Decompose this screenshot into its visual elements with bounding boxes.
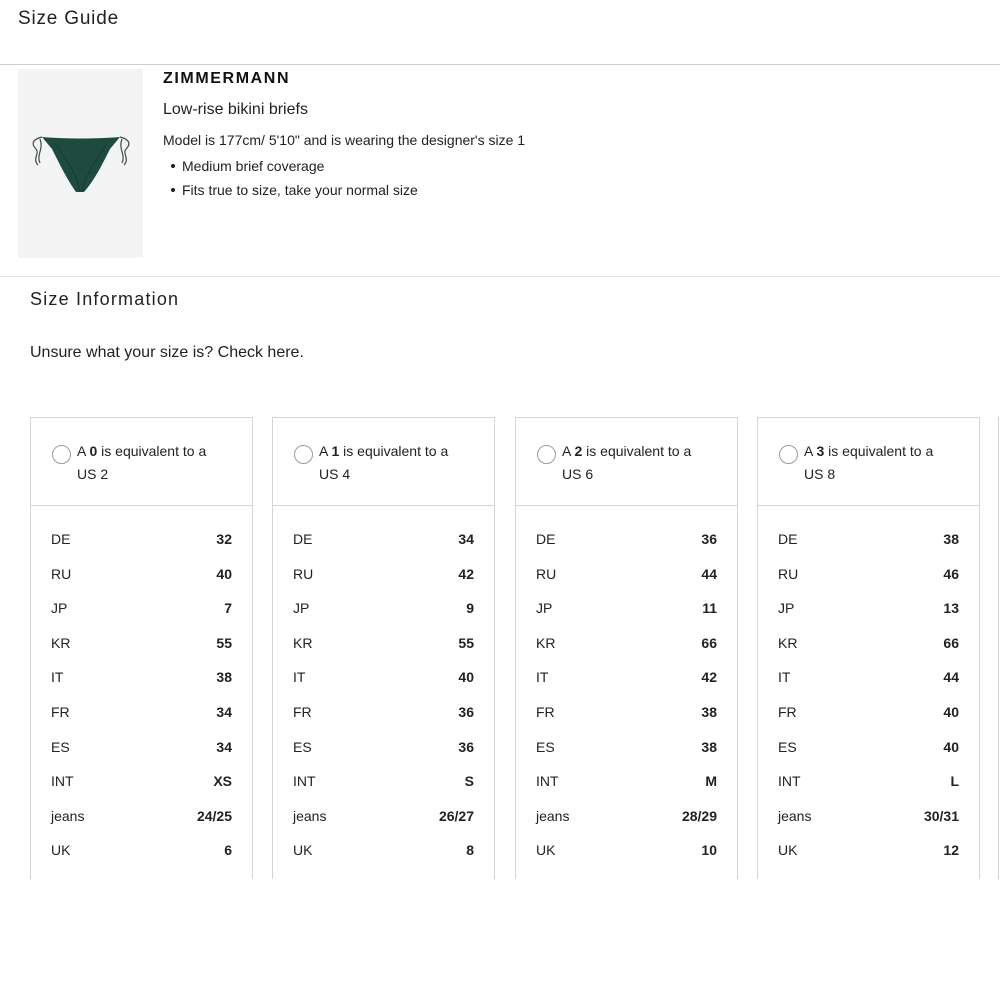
size-help-link[interactable]: Unsure what your size is? Check here.: [30, 344, 304, 361]
size-value: 44: [701, 565, 717, 582]
right-tie: [120, 137, 129, 165]
size-region-label: UK: [778, 842, 798, 859]
size-row: [758, 842, 979, 877]
size-row: [273, 739, 494, 774]
size-region-label: UK: [536, 842, 556, 859]
size-information-heading: Size Information: [30, 289, 180, 309]
size-region-label: UK: [293, 842, 313, 859]
size-value: 24/25: [196, 807, 232, 824]
size-value: 40: [943, 703, 959, 720]
size-row: [516, 808, 737, 843]
size-row: [758, 635, 979, 670]
size-region-label: RU: [778, 565, 799, 582]
size-region-label: DE: [293, 531, 313, 547]
size-value: 38: [216, 669, 232, 686]
size-radio[interactable]: [537, 445, 556, 464]
size-value: 10: [701, 842, 717, 859]
size-row: [273, 566, 494, 601]
size-region-label: JP: [51, 600, 68, 617]
size-region-label: INT: [778, 773, 801, 790]
size-row: [273, 842, 494, 877]
size-equivalence-label: A 0 is equivalent to a US 2: [77, 443, 207, 482]
size-row: [516, 704, 737, 739]
size-region-label: IT: [536, 669, 549, 686]
size-row: [273, 773, 494, 808]
size-cards: [30, 417, 1000, 879]
size-value: 42: [458, 565, 474, 582]
size-value: 44: [943, 669, 959, 686]
fit-bullet: Medium brief coverage: [163, 154, 963, 178]
product-name: Low-rise bikini briefs: [163, 101, 308, 118]
size-row: [758, 669, 979, 704]
size-row: [516, 773, 737, 808]
size-row: [31, 600, 252, 635]
size-value: 34: [216, 738, 232, 755]
size-row: [758, 566, 979, 601]
size-value: 38: [701, 738, 717, 755]
size-row: [31, 808, 252, 843]
size-row: [31, 739, 252, 774]
size-conversion-list: [273, 506, 494, 877]
size-region-label: ES: [536, 738, 555, 755]
size-row: [31, 566, 252, 601]
size-card-0: [30, 417, 253, 879]
section-divider: [0, 276, 1000, 277]
size-region-label: RU: [536, 565, 557, 582]
size-row: [31, 635, 252, 670]
size-region-label: RU: [293, 565, 314, 582]
size-value: 32: [216, 531, 232, 547]
size-value: 8: [466, 842, 474, 859]
size-radio[interactable]: [779, 445, 798, 464]
size-region-label: DE: [536, 531, 556, 547]
size-region-label: IT: [51, 669, 64, 686]
size-region-label: jeans: [293, 807, 327, 824]
size-row: [758, 600, 979, 635]
size-value: 26/27: [438, 807, 474, 824]
size-region-label: KR: [778, 634, 798, 651]
brief-body: [42, 137, 120, 192]
size-value: S: [464, 773, 474, 790]
size-value: 13: [943, 600, 959, 617]
size-region-label: RU: [51, 565, 72, 582]
size-row: [31, 773, 252, 808]
size-card-3: [757, 417, 980, 879]
size-region-label: FR: [778, 703, 797, 720]
size-value: XS: [213, 773, 232, 790]
size-region-label: FR: [51, 703, 70, 720]
size-option[interactable]: [31, 418, 252, 506]
size-value: L: [950, 773, 959, 790]
size-value: 40: [216, 565, 232, 582]
size-row: [758, 739, 979, 774]
size-region-label: KR: [293, 634, 313, 651]
product-info: [163, 70, 963, 202]
size-value: 9: [466, 600, 474, 617]
header-divider: [0, 64, 1000, 65]
product-image: [18, 69, 143, 258]
size-option[interactable]: [273, 418, 494, 506]
size-region-label: UK: [51, 842, 71, 859]
size-region-label: DE: [51, 531, 71, 547]
size-row: [273, 808, 494, 843]
size-value: 46: [943, 565, 959, 582]
size-row: [758, 773, 979, 808]
size-row: [516, 600, 737, 635]
size-region-label: IT: [293, 669, 306, 686]
size-card-1: [272, 417, 495, 879]
size-conversion-list: [516, 506, 737, 877]
size-region-label: jeans: [778, 807, 812, 824]
size-equivalence-label: A 3 is equivalent to a US 8: [804, 443, 934, 482]
size-radio[interactable]: [294, 445, 313, 464]
fit-bullets: [163, 154, 963, 202]
size-radio[interactable]: [52, 445, 71, 464]
size-value: 40: [458, 669, 474, 686]
size-value: 34: [216, 703, 232, 720]
size-region-label: INT: [293, 773, 316, 790]
size-row: [516, 566, 737, 601]
size-row: [31, 669, 252, 704]
size-value: 55: [216, 634, 232, 651]
size-value: 40: [943, 738, 959, 755]
size-value: 11: [702, 600, 717, 617]
size-value: 66: [701, 634, 717, 651]
size-region-label: KR: [51, 634, 71, 651]
size-value: 36: [458, 738, 474, 755]
size-value: 12: [943, 842, 959, 859]
size-value: 34: [458, 531, 474, 547]
size-value: 7: [224, 600, 232, 617]
size-value: 36: [458, 703, 474, 720]
size-row: [273, 531, 494, 566]
size-value: 66: [943, 634, 959, 651]
size-option[interactable]: [516, 418, 737, 506]
size-region-label: INT: [51, 773, 74, 790]
size-value: 6: [224, 842, 232, 859]
size-region-label: IT: [778, 669, 791, 686]
size-row: [31, 842, 252, 877]
designer-name[interactable]: ZIMMERMANN: [163, 70, 291, 87]
left-tie: [33, 137, 42, 165]
fit-bullet: Fits true to size, take your normal size: [163, 178, 963, 202]
size-row: [31, 704, 252, 739]
size-card-2: [515, 417, 738, 879]
size-row: [273, 600, 494, 635]
size-row: [758, 531, 979, 566]
size-conversion-list: [31, 506, 252, 877]
size-value: 28/29: [681, 807, 717, 824]
size-region-label: jeans: [536, 807, 570, 824]
size-row: [273, 635, 494, 670]
bikini-brief-image: [26, 125, 136, 205]
size-row: [31, 531, 252, 566]
size-row: [516, 669, 737, 704]
size-value: 38: [943, 531, 959, 547]
size-conversion-list: [758, 506, 979, 877]
size-region-label: FR: [536, 703, 555, 720]
size-region-label: JP: [536, 600, 553, 617]
size-region-label: JP: [778, 600, 795, 617]
size-row: [758, 808, 979, 843]
size-region-label: ES: [51, 738, 70, 755]
size-value: 36: [701, 531, 717, 547]
size-region-label: ES: [293, 738, 312, 755]
size-region-label: INT: [536, 773, 559, 790]
size-value: 55: [458, 634, 474, 651]
size-value: 30/31: [923, 807, 959, 824]
size-option[interactable]: [758, 418, 979, 506]
size-region-label: KR: [536, 634, 556, 651]
size-row: [516, 635, 737, 670]
size-row: [516, 842, 737, 877]
size-value: 38: [701, 703, 717, 720]
size-region-label: ES: [778, 738, 797, 755]
model-info: Model is 177cm/ 5'10" and is wearing the designer's size 1: [163, 132, 526, 148]
size-region-label: jeans: [51, 807, 85, 824]
size-equivalence-label: A 2 is equivalent to a US 6: [562, 443, 692, 482]
size-value: M: [705, 773, 717, 790]
size-equivalence-label: A 1 is equivalent to a US 4: [319, 443, 449, 482]
size-region-label: DE: [778, 531, 798, 547]
size-row: [516, 739, 737, 774]
size-row: [273, 669, 494, 704]
size-row: [516, 531, 737, 566]
size-region-label: FR: [293, 703, 312, 720]
size-row: [273, 704, 494, 739]
size-row: [758, 704, 979, 739]
size-region-label: JP: [293, 600, 310, 617]
size-value: 42: [701, 669, 717, 686]
page-title: Size Guide: [18, 8, 119, 29]
